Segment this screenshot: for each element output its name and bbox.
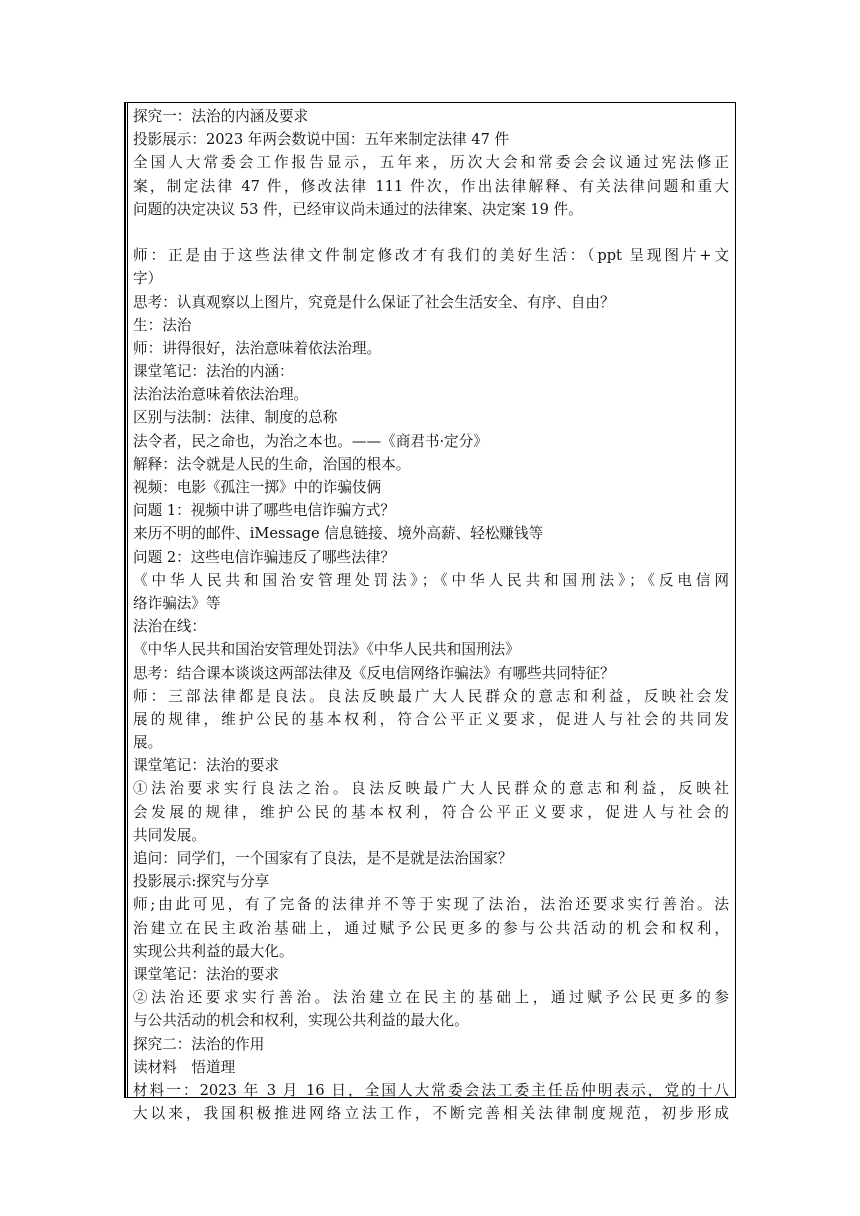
text-line: 络诈骗法》等	[133, 594, 221, 612]
left-column-divider	[125, 103, 128, 1097]
text-line: ②法治还要求实行善治。法治建立在民主的基础上，通过赋予公民更多的参	[133, 989, 729, 1007]
text-line: 投影展示:探究与分享	[133, 873, 270, 891]
text-line: 探究二：法治的作用	[133, 1035, 265, 1053]
text-line: 探究一：法治的内涵及要求	[133, 108, 309, 125]
text-line: 投影展示：2023 年两会数说中国：五年来制定法律 47 件	[133, 131, 510, 149]
text-line: 师：正是由于这些法律文件制定修改才有我们的美好生活：（ppt 呈现图片+文	[133, 247, 729, 265]
text-line: 与公共活动的机会和权利，实现公共利益的最大化。	[133, 1012, 469, 1030]
text-line: 师;由此可见，有了完备的法律并不等于实现了法治，法治还要求实行善治。法	[133, 896, 729, 914]
document-frame	[124, 102, 736, 1123]
text-line: 区别与法制：法律、制度的总称	[133, 409, 338, 427]
text-line: 展的规律，维护公民的基本权利，符合公平正义要求，促进人与社会的共同发	[133, 710, 729, 728]
text-line: 师：三部法律都是良法。良法反映最广大人民群众的意志和利益，反映社会发	[133, 687, 729, 705]
text-line: 问题 1：视频中讲了哪些电信诈骗方式？	[133, 502, 396, 520]
lesson-content	[133, 105, 729, 1123]
text-line: 生：法治	[133, 316, 192, 334]
text-line: 思考：结合课本谈谈这两部法律及《反电信网络诈骗法》有哪些共同特征？	[133, 664, 615, 682]
text-line: 展。	[133, 734, 163, 752]
text-line: ①法治要求实行良法之治。良法反映最广大人民群众的意志和利益，反映社	[133, 780, 729, 798]
text-line: 读材料 悟道理	[133, 1058, 236, 1076]
text-line: 法令者，民之命也，为治之本也。——《商君书·定分》	[133, 432, 488, 450]
text-line: 《中华人民共和国治安管理处罚法》；《中华人民共和国刑法》；《反电信网	[133, 571, 729, 589]
text-line: 问题 2：这些电信诈骗违反了哪些法律？	[133, 548, 396, 566]
text-line: 追问：同学们，一个国家有了良法，是不是就是法治国家？	[133, 850, 513, 867]
text-line: 视频：电影《孤注一掷》中的诈骗伎俩	[133, 479, 382, 496]
text-line: 治建立在民主政治基础上，通过赋予公民更多的参与公共活动的机会和权利，	[133, 919, 729, 937]
text-line: 问题的决定决议 53 件，已经审议尚未通过的法律案、决定案 19 件。	[133, 200, 583, 218]
text-line: 《中华人民共和国治安管理处罚法》《中华人民共和国刑法》	[133, 641, 520, 659]
text-line: 会发展的规律，维护公民的基本权利，符合公平正义要求，促进人与社会的	[133, 803, 729, 821]
text-line: 实现公共利益的最大化。	[133, 942, 294, 960]
text-line: 材料一：2023 年 3 月 16 日，全国人大常委会法工委主任岳仲明表示，党的十八	[133, 1081, 729, 1099]
text-line: 来历不明的邮件、iMessage 信息链接、境外高薪、轻松赚钱等	[133, 525, 544, 543]
text-line: 法治在线：	[133, 618, 206, 636]
text-line: 课堂笔记：法治的内涵：	[133, 363, 294, 381]
text-line: 课堂笔记：法治的要求	[133, 757, 279, 775]
text-line: 大以来，我国积极推进网络立法工作，不断完善相关法律制度规范，初步形成	[133, 1105, 729, 1123]
text-line: 字）	[133, 270, 163, 288]
text-line: 法治法治意味着依法治理。	[133, 386, 309, 404]
text-line: 案，制定法律 47 件，修改法律 111 件次，作出法律解释、有关法律问题和重大	[133, 177, 729, 195]
text-line: 课堂笔记：法治的要求	[133, 965, 279, 983]
text-line: 思考：认真观察以上图片，究竟是什么保证了社会生活安全、有序、自由？	[133, 293, 615, 311]
text-line: 解释：法令就是人民的生命，治国的根本。	[133, 455, 411, 473]
text-line	[133, 221, 729, 244]
text-line: 共同发展。	[133, 826, 206, 844]
text-line: 全国人大常委会工作报告显示，五年来，历次大会和常委会会议通过宪法修正	[133, 154, 729, 172]
text-line: 师：讲得很好，法治意味着依法治理。	[133, 339, 382, 357]
